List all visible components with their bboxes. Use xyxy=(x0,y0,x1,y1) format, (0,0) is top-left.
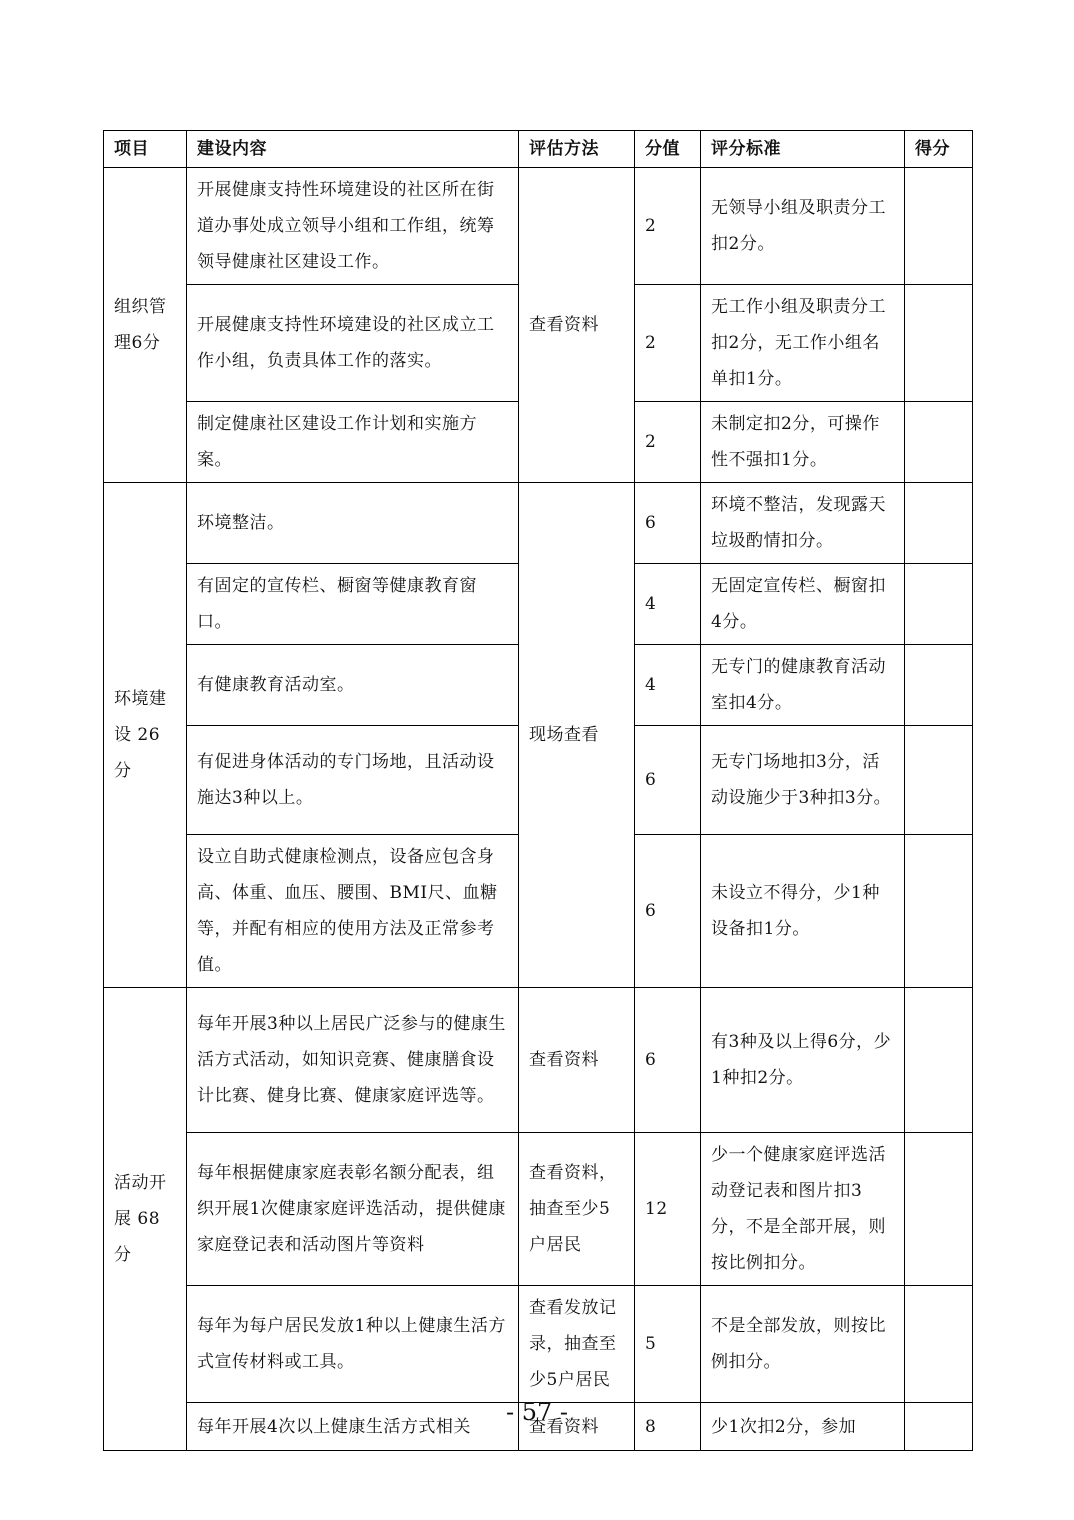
score-cell[interactable] xyxy=(905,645,973,726)
content-cell: 有固定的宣传栏、橱窗等健康教育窗口。 xyxy=(187,564,519,645)
table-header-row xyxy=(104,131,973,168)
value-cell: 6 xyxy=(635,835,701,988)
criteria-cell: 无固定宣传栏、橱窗扣4分。 xyxy=(701,564,905,645)
score-cell[interactable] xyxy=(905,1286,973,1403)
content-cell: 有健康教育活动室。 xyxy=(187,645,519,726)
score-cell[interactable] xyxy=(905,285,973,402)
content-cell: 有促进身体活动的专门场地，且活动设施达3种以上。 xyxy=(187,726,519,835)
criteria-cell: 环境不整洁，发现露天垃圾酌情扣分。 xyxy=(701,483,905,564)
score-cell[interactable] xyxy=(905,483,973,564)
method-cell: 查看资料 xyxy=(519,988,635,1133)
value-cell: 2 xyxy=(635,168,701,285)
header-method: 评估方法 xyxy=(519,131,635,168)
criteria-cell: 无专门的健康教育活动室扣4分。 xyxy=(701,645,905,726)
table-row xyxy=(104,168,973,285)
table-row xyxy=(104,988,973,1133)
score-cell[interactable] xyxy=(905,988,973,1133)
value-cell: 5 xyxy=(635,1286,701,1403)
content-cell: 环境整洁。 xyxy=(187,483,519,564)
header-content: 建设内容 xyxy=(187,131,519,168)
score-cell[interactable] xyxy=(905,726,973,835)
value-cell: 12 xyxy=(635,1133,701,1286)
value-cell: 6 xyxy=(635,483,701,564)
criteria-cell: 少1次扣2分，参加 xyxy=(701,1403,905,1451)
criteria-cell: 无工作小组及职责分工扣2分，无工作小组名单扣1分。 xyxy=(701,285,905,402)
header-got: 得分 xyxy=(905,131,973,168)
score-cell[interactable] xyxy=(905,168,973,285)
header-score-value: 分值 xyxy=(635,131,701,168)
header-project: 项目 xyxy=(104,131,187,168)
criteria-cell: 无专门场地扣3分，活动设施少于3种扣3分。 xyxy=(701,726,905,835)
project-cell: 组织管理6分 xyxy=(104,168,187,483)
header-criteria: 评分标准 xyxy=(701,131,905,168)
value-cell: 6 xyxy=(635,988,701,1133)
content-cell: 制定健康社区建设工作计划和实施方案。 xyxy=(187,402,519,483)
scoring-table xyxy=(103,130,973,1451)
value-cell: 6 xyxy=(635,726,701,835)
method-cell: 现场查看 xyxy=(519,483,635,988)
criteria-cell: 未制定扣2分，可操作性不强扣1分。 xyxy=(701,402,905,483)
score-cell[interactable] xyxy=(905,835,973,988)
content-cell: 开展健康支持性环境建设的社区所在街道办事处成立领导小组和工作组，统筹领导健康社区建设工作。 xyxy=(187,168,519,285)
value-cell: 4 xyxy=(635,564,701,645)
table-row xyxy=(104,1286,973,1403)
criteria-cell: 无领导小组及职责分工扣2分。 xyxy=(701,168,905,285)
table-row xyxy=(104,1133,973,1286)
content-cell: 开展健康支持性环境建设的社区成立工作小组，负责具体工作的落实。 xyxy=(187,285,519,402)
content-cell: 每年开展3种以上居民广泛参与的健康生活方式活动，如知识竞赛、健康膳食设计比赛、健身比赛、健康家庭评选等。 xyxy=(187,988,519,1133)
table-row xyxy=(104,483,973,564)
score-cell[interactable] xyxy=(905,402,973,483)
method-cell: 查看资料 xyxy=(519,168,635,483)
method-cell: 查看资料 xyxy=(519,1403,635,1451)
criteria-cell: 少一个健康家庭评选活动登记表和图片扣3分，不是全部开展，则按比例扣分。 xyxy=(701,1133,905,1286)
criteria-cell: 未设立不得分，少1种设备扣1分。 xyxy=(701,835,905,988)
content-cell: 每年根据健康家庭表彰名额分配表，组织开展1次健康家庭评选活动，提供健康家庭登记表和活动图片等资料 xyxy=(187,1133,519,1286)
content-cell: 每年开展4次以上健康生活方式相关 xyxy=(187,1403,519,1451)
page-number: - 57 - xyxy=(505,1398,568,1426)
value-cell: 4 xyxy=(635,645,701,726)
project-cell: 环境建设 26分 xyxy=(104,483,187,988)
project-cell: 活动开展 68分 xyxy=(104,988,187,1451)
score-cell[interactable] xyxy=(905,1133,973,1286)
criteria-cell: 不是全部发放，则按比例扣分。 xyxy=(701,1286,905,1403)
method-cell: 查看发放记录，抽查至少5户居民 xyxy=(519,1286,635,1403)
score-cell[interactable] xyxy=(905,564,973,645)
value-cell: 2 xyxy=(635,402,701,483)
value-cell: 8 xyxy=(635,1403,701,1451)
value-cell: 2 xyxy=(635,285,701,402)
content-cell: 设立自助式健康检测点，设备应包含身高、体重、血压、腰围、BMI尺、血糖等，并配有相应的使用方法及正常参考值。 xyxy=(187,835,519,988)
method-cell: 查看资料，抽查至少5户居民 xyxy=(519,1133,635,1286)
content-cell: 每年为每户居民发放1种以上健康生活方式宣传材料或工具。 xyxy=(187,1286,519,1403)
criteria-cell: 有3种及以上得6分，少1种扣2分。 xyxy=(701,988,905,1133)
